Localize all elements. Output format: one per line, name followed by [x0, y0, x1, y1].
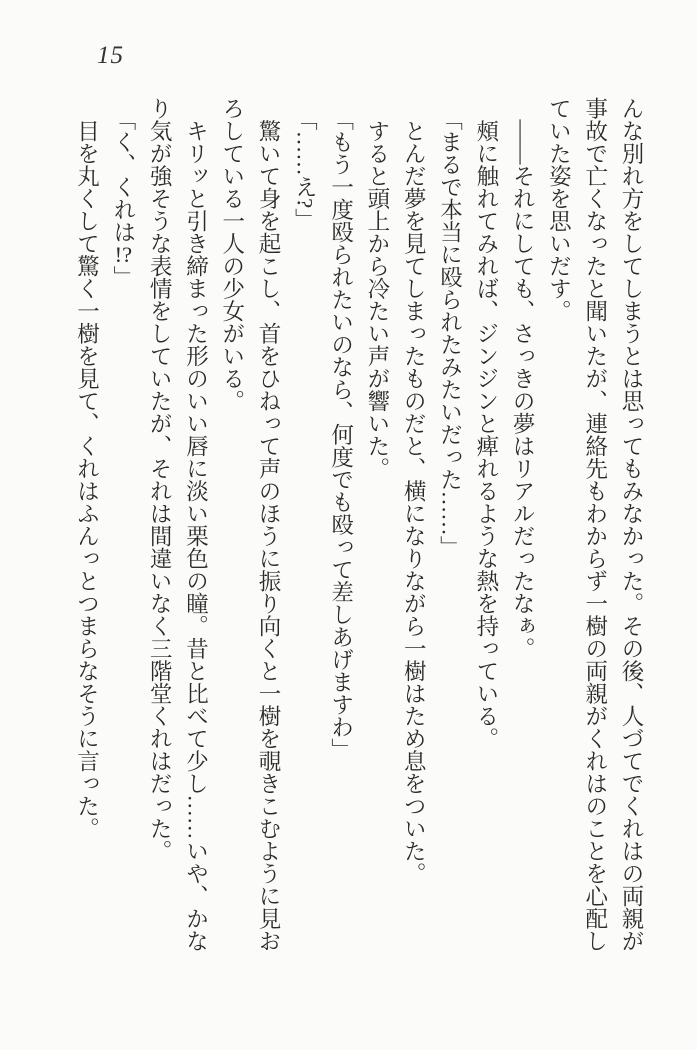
text-line: 驚いて身を起こし、首をひねって声のほうに振り向くと一樹を覗きこむように見お: [256, 97, 282, 952]
text-line: 「もう一度殴られたいのなら、何度でも殴って差しあげますわ」: [328, 97, 354, 761]
text-line: ていた姿を思いだす。: [546, 97, 572, 322]
text-line: り気が強そうな表情をしていたが、それは間違いなく三階堂くれはだった。: [147, 97, 173, 862]
text-line: 事故で亡くなったと聞いたが、連絡先もわからず一樹の両親がくれはのことを心配し: [582, 97, 608, 952]
page-text: [68, 97, 649, 963]
tatechuyoko-exclamation-question: !?: [114, 243, 133, 266]
text-line: 「……え?」: [292, 97, 318, 231]
page-number: 15: [97, 42, 124, 69]
text-line: ――それにしても、さっきの夢はリアルだったなぁ。: [510, 97, 536, 660]
text-line: すると頭上から冷たい声が響いた。: [364, 97, 390, 480]
text-line: んな別れ方をしてしまうとは思ってもみなかった。その後、人づてでくれはの両親が: [619, 97, 644, 952]
text-line: 目を丸くして驚く一樹を見て、くれはふんっとつまらなそうに言った。: [74, 97, 100, 840]
text-line: キリッと引き締まった形のいい唇に淡い栗色の瞳。昔と比べて少し……いや、かな: [183, 97, 209, 952]
text-line: とんだ夢を見てしまったものだと、横になりながら一樹はため息をついた。: [401, 97, 427, 885]
text-line: 「く、くれは!?」: [110, 97, 136, 289]
text-line: 頰に触れてみれば、ジンジンと痺れるような熱を持っている。: [473, 97, 499, 750]
text-line: ろしている一人の少女がいる。: [219, 97, 245, 412]
text-line: 「まるで本当に殴られたみたいだった……」: [437, 97, 463, 559]
